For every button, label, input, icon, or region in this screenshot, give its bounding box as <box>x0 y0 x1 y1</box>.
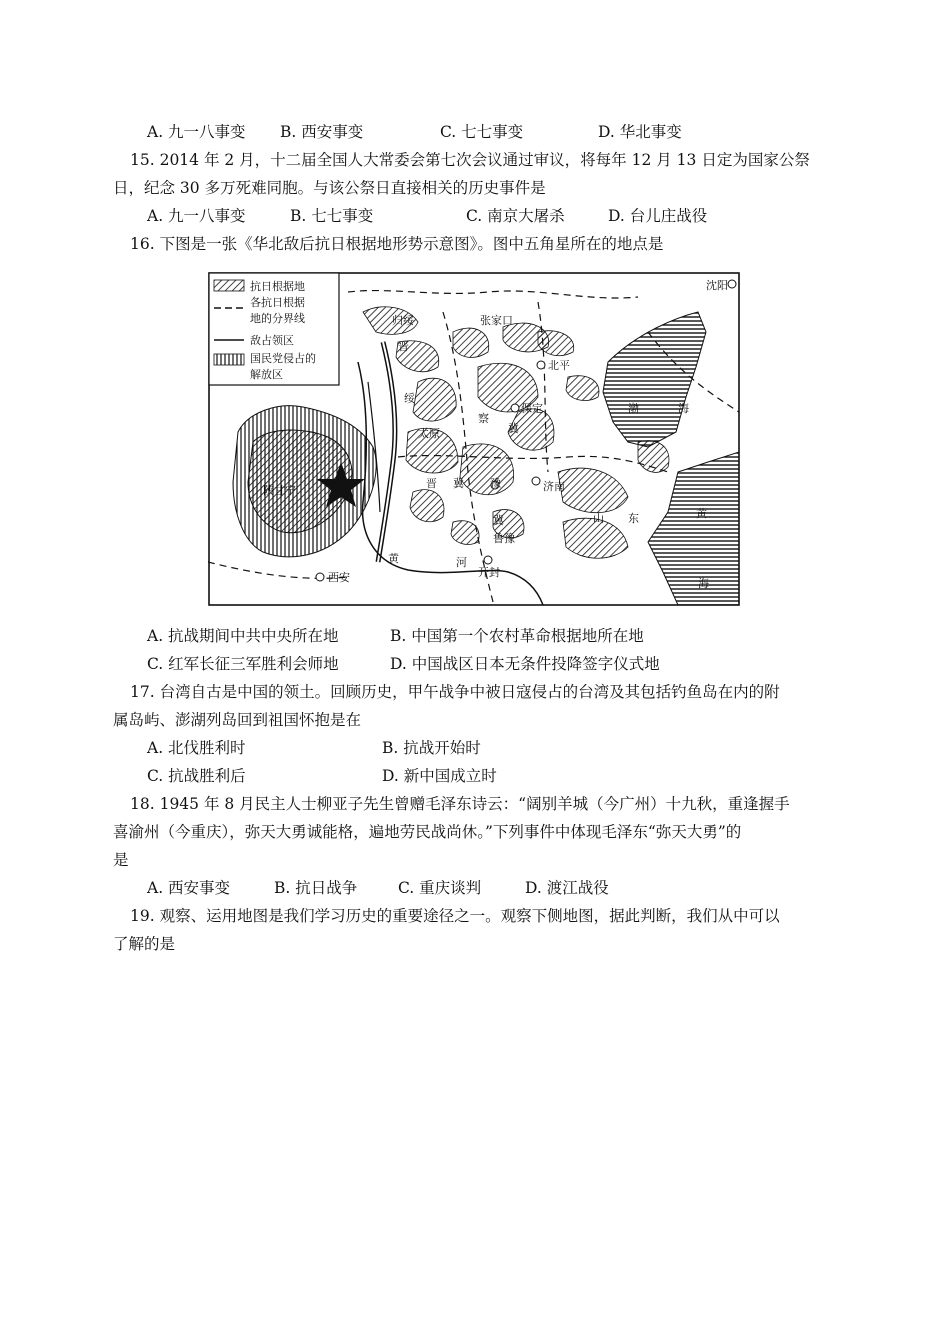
water-label-huang-sea: 黄 <box>696 507 707 520</box>
city-dot-baoding <box>511 404 519 412</box>
legend-liberated-swatch <box>214 354 244 365</box>
city-dot-beiping <box>537 361 545 369</box>
q16-option-d: D. 中国战区日本无条件投降签字仪式地 <box>390 655 660 673</box>
q15-option-a: A. 九一八事变 <box>147 207 246 225</box>
q17-stem-line2: 属岛屿、澎湖列岛回到祖国怀抱是在 <box>113 711 362 729</box>
city-label-beiping: 北平 <box>548 359 570 372</box>
q14-option-b: B. 西安事变 <box>280 123 364 141</box>
north-china-base-map <box>208 272 740 606</box>
q19-stem-line1: 19. 观察、运用地图是我们学习历史的重要途径之一。观察下侧地图，据此判断，我们从中可以 <box>130 907 780 925</box>
legend-base-label: 抗日根据地 <box>250 280 305 293</box>
q17-option-c: C. 抗战胜利后 <box>147 767 246 785</box>
region-label-cha: 察 <box>478 412 489 425</box>
q18-option-d: D. 渡江战役 <box>525 879 609 897</box>
q18-stem-line3: 是 <box>113 851 129 869</box>
q15-option-c: C. 南京大屠杀 <box>466 207 565 225</box>
city-label-taiyuan: 太原 <box>418 427 440 440</box>
city-dot-kaifeng <box>484 556 492 564</box>
map-legend <box>209 273 339 385</box>
water-label-huang-river: 黄 <box>388 552 399 565</box>
base-area <box>413 378 456 421</box>
q19-stem-line2: 了解的是 <box>113 935 176 953</box>
region-label-ji2: 冀 <box>453 477 464 490</box>
q15-option-b: B. 七七事变 <box>290 207 374 225</box>
city-dot-jinan <box>532 477 540 485</box>
q16-option-a: A. 抗战期间中共中央所在地 <box>147 627 339 645</box>
q14-option-d: D. 华北事变 <box>598 123 682 141</box>
legend-liberated-label-1: 国民党侵占的 <box>250 352 316 365</box>
region-label-shan: 山 <box>593 512 604 525</box>
water-label-hai1: 海 <box>678 402 689 415</box>
q16-stem: 16. 下图是一张《华北敌后抗日根据地形势示意图》。图中五角星所在的地点是 <box>130 235 664 253</box>
q14-option-c: C. 七七事变 <box>440 123 524 141</box>
legend-occupied-label: 敌占领区 <box>250 334 294 347</box>
q18-stem-line2: 喜渝州（今重庆），弥天大勇诚能格，遍地劳民战尚休。”下列事件中体现毛泽东“弥天大勇”的 <box>113 823 742 841</box>
q14-option-a: A. 九一八事变 <box>147 123 246 141</box>
q18-stem-line1: 18. 1945 年 8 月民主人士柳亚子先生曾赠毛泽东诗云：“阔别羊城（今广州）十九秋，重逢握手 <box>130 795 790 813</box>
q16-option-b: B. 中国第一个农村革命根据地所在地 <box>390 627 644 645</box>
city-label-shenyang: 沈阳 <box>706 279 728 292</box>
q18-option-c: C. 重庆谈判 <box>398 879 482 897</box>
region-label-jin2: 晋 <box>426 477 437 490</box>
legend-base-swatch <box>214 280 244 291</box>
q15-stem-line2: 日，纪念 30 多万死难同胞。与该公祭日直接相关的历史事件是 <box>113 179 546 197</box>
region-label-shanganning: 陕甘宁 <box>263 484 296 497</box>
q16-option-c: C. 红军长征三军胜利会师地 <box>147 655 339 673</box>
q15-stem-line1: 15. 2014 年 2 月，十二届全国人大常委会第七次会议通过审议，将每年 12 月 13 日定为国家公祭 <box>130 151 810 169</box>
water-label-bo: 渤 <box>628 402 639 415</box>
q17-option-b: B. 抗战开始时 <box>382 739 481 757</box>
q18-option-b: B. 抗日战争 <box>274 879 358 897</box>
water-label-hai2: 海 <box>698 577 709 590</box>
q17-option-a: A. 北伐胜利时 <box>147 739 246 757</box>
city-label-kaifeng: 开封 <box>478 566 500 579</box>
region-label-yu: 豫 <box>490 477 501 490</box>
q17-option-d: D. 新中国成立时 <box>382 767 497 785</box>
region-label-luyu: 鲁豫 <box>493 532 515 545</box>
city-label-baoding: 保定 <box>521 402 543 415</box>
q17-stem-line1: 17. 台湾自古是中国的领土。回顾历史，甲午战争中被日寇侵占的台湾及其包括钓鱼岛在内的附 <box>130 683 780 701</box>
water-label-he: 河 <box>456 556 467 569</box>
q18-option-a: A. 西安事变 <box>147 879 231 897</box>
legend-boundary-label-1: 各抗日根据 <box>250 296 305 309</box>
city-dot-shenyang <box>728 280 736 288</box>
region-label-ji: 冀 <box>508 422 519 435</box>
region-label-lu: 冀 <box>493 514 504 527</box>
city-label-xian: 西安 <box>328 571 350 584</box>
city-label-jinan: 济南 <box>543 480 565 493</box>
legend-boundary-label-2: 地的分界线 <box>250 312 305 325</box>
city-label-zhangjiakou: 张家口 <box>480 314 513 327</box>
region-label-jin: 晋 <box>398 340 409 353</box>
city-dot-xian <box>316 573 324 581</box>
q15-option-d: D. 台儿庄战役 <box>608 207 708 225</box>
legend-liberated-label-2: 解放区 <box>250 368 283 381</box>
city-label-guisui: 归绥 <box>392 314 414 327</box>
region-label-sui: 绥 <box>404 392 415 405</box>
region-label-dong: 东 <box>628 512 639 525</box>
